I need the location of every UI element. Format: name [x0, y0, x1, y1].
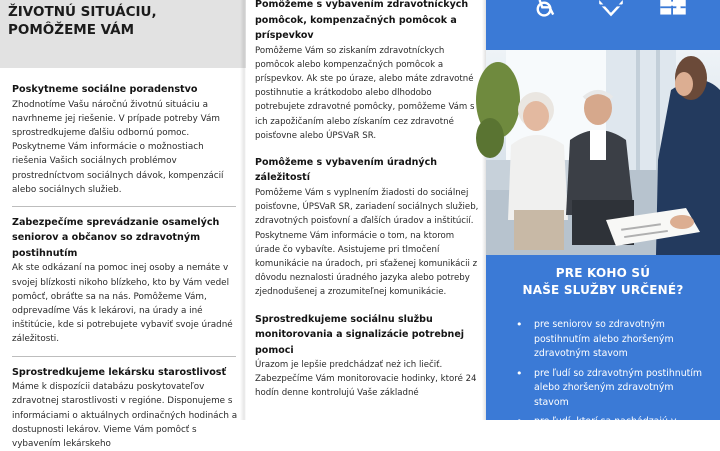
section-title: Zabezpečíme sprevádzanie osamelých seniorov a občanov so zdravotným postihnutím	[12, 216, 220, 259]
left-column	[0, 0, 246, 449]
section-title: Pomôžeme s vybavením úradných záležitostí	[255, 156, 437, 184]
elderly-couple-consultation-photo	[486, 50, 720, 255]
section-text: Úrazom je lepšie predchádzať neż ich liečiť. Zabezpečíme Vám monitorovacie hodinky, ktoré 24 hodín denne kontrolujú Vaše základné	[255, 360, 477, 399]
list-item: • pre seniorov so zdravotným postihnutím alebo zhoršeným zdravotným stavom	[516, 318, 710, 362]
photo-illustration	[486, 50, 720, 255]
section-text: Pomôžeme Vám s vyplnením žiadosti do sociálnej poisťovne, ÚPSVaR SR, zariadení sociálnych služieb, zdravotných poisťovní a ďalších úradov a inštitúcií. Poskytneme Vám informácie o tom, na ktorom úrade čo vybavíte. Asistujeme pri tlmočení komunikácie na úradoch, pri sťaženej komunikácii z dôvodu neznalosti úradného jazyka alebo potreby zjednodušenej a zrozumiteľnej komunikácie.	[255, 187, 479, 298]
icons-band	[486, 0, 720, 50]
target-groups-panel	[486, 255, 720, 427]
right-column	[486, 0, 720, 427]
section-title: Poskytneme sociálne poradenstvo	[12, 84, 198, 95]
section-social-counseling	[12, 82, 238, 197]
section-title: Sprostredkujeme lekársku starostlivosť	[12, 366, 227, 378]
heading-line1: PRE KOHO SÚ	[555, 266, 651, 280]
middle-column	[246, 0, 486, 420]
section-text: Ak ste odkázaní na pomoc inej osoby a nemáte v svojej blízkosti nikoho blízkeho, kto by Vám vedel pomôcť, obráťte sa na nás. Pomôžeme Vám, odprevadíme Vás k lekárovi, na úrady a iné inštitúcie, kde si potrebujete vybaviť svoje úradné záležitosti.	[12, 263, 233, 345]
section-medical-care	[12, 365, 238, 451]
heading-line2: NAŠE SLUŽBY URČENÉ?	[522, 283, 684, 297]
target-groups-heading	[486, 265, 720, 299]
wheelchair-icon	[530, 0, 560, 20]
section-text: Máme k dispozícii databázu poskytovateľov zdravotnej starostlivosti v regióne. Disponujeme s informáciami o aktuálnych ordinačných hodinách a dostupnosti lekárov. Vieme Vám pomôcť s vybavením lekárskeho	[12, 382, 238, 449]
section-accompaniment	[12, 215, 238, 347]
section-aids	[255, 0, 480, 143]
section-official-matters	[255, 155, 480, 300]
section-text: Zhodnotíme Vašu náročnú životnú situáciu a navrhneme jej riešenie. V prípade potreby Vám sprostredkujeme ďalšiu odbornú pomoc. Poskytneme Vám informácie o možnostiach riešenia Vašich sociálnych problémov prostredníctvom sociálnych dávok, kompenzácií alebo sociálnych služieb.	[12, 99, 224, 195]
list-item: • pre ľudí so zdravotným postihnutím alebo zhoršeným zdravotným stavom	[516, 367, 710, 411]
list-item: • pre ľudí, ktorí sa nachádzajú v	[516, 415, 710, 430]
section-monitoring	[255, 312, 480, 401]
heart-pulse-icon	[596, 0, 626, 20]
left-heading-line2: POMÔŽEME VÁM	[8, 22, 135, 38]
section-divider	[12, 356, 236, 357]
section-title: Pomôžeme s vybavením zdravotníckych pomôcok, kompenzačných pomôcok a príspevkov	[255, 0, 469, 41]
left-header	[0, 0, 246, 68]
left-heading	[8, 3, 238, 39]
target-groups-list	[486, 318, 720, 430]
section-title: Sprostredkujeme sociálnu službu monitorovania a signalizácie potrebnej pomoci	[255, 313, 465, 356]
left-body	[0, 68, 246, 451]
puzzle-icon	[658, 0, 688, 20]
section-divider	[12, 206, 236, 207]
section-text: Pomôžeme Vám so ziskaním zdravotníckych pomôcok alebo kompenzačných pomôcok a príspevkov. Ak ste po úraze, alebo máte zdravotné postihnutie a krátkodobo alebo dlhodobo potrebujete zdravotné pomôcky, pomôžeme Vám s ich zapožičaním alebo získaním cez zdravotné poisťovne alebo ÚPSVaR SR.	[255, 45, 475, 141]
left-heading-line1: ŽIVOTNÚ SITUÁCIU,	[8, 4, 157, 20]
